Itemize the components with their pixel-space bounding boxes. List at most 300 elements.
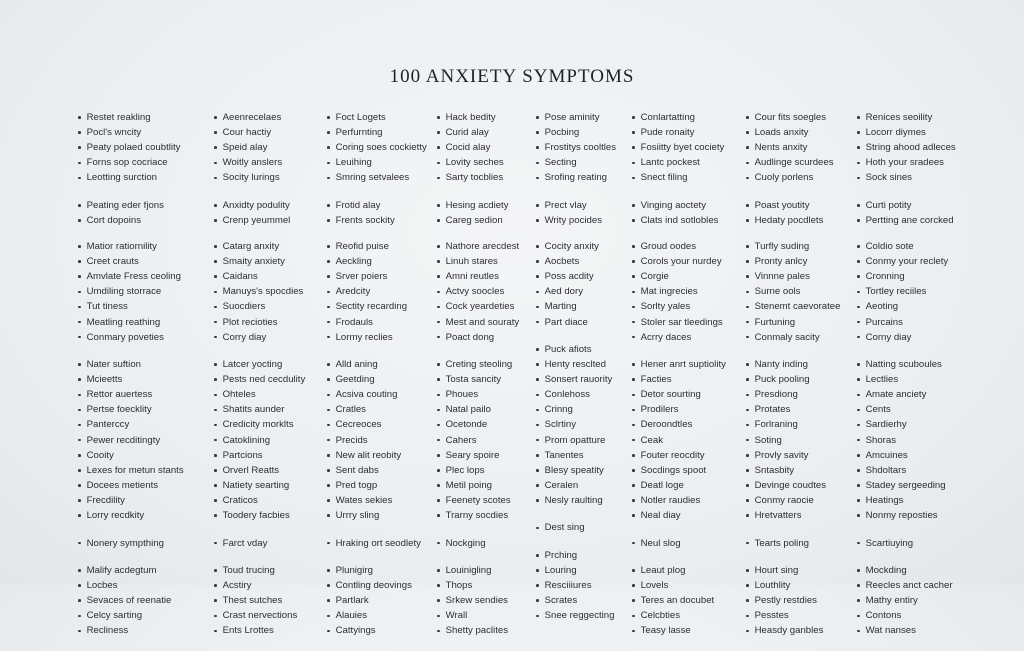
symptom-group [632, 536, 746, 551]
bullet-icon [214, 514, 217, 517]
list-item [536, 140, 632, 155]
bullet-icon [214, 424, 217, 427]
symptom-label: Latcer yocting [222, 359, 283, 371]
list-item [632, 170, 746, 185]
symptom-label: Pocbing [544, 127, 580, 139]
bullet-icon [327, 116, 330, 119]
bullet-icon [437, 245, 440, 248]
list-item [857, 463, 967, 478]
list-item [632, 493, 746, 508]
bullet-icon [214, 363, 217, 366]
symptom-label: Perfurnting [335, 127, 383, 139]
list-item [632, 448, 746, 463]
list-item [327, 536, 437, 551]
bullet-icon [327, 484, 330, 487]
symptom-label: Foct Logets [335, 112, 386, 123]
list-item [78, 536, 214, 551]
bullet-icon [327, 321, 330, 324]
bullet-icon [536, 321, 539, 324]
bullet-icon [746, 162, 749, 165]
list-item [78, 239, 214, 254]
bullet-icon [78, 306, 81, 309]
symptom-label: Crenp yeummel [222, 214, 291, 226]
symptom-group [746, 239, 857, 345]
list-item [536, 593, 632, 608]
symptom-label: Soting [754, 434, 782, 446]
symptom-label: Corry diay [222, 331, 267, 343]
list-item [632, 433, 746, 448]
list-item [632, 417, 746, 432]
bullet-icon [78, 394, 81, 397]
bullet-icon [78, 484, 81, 487]
list-item [632, 623, 746, 638]
list-item [327, 155, 437, 170]
bullet-icon [632, 146, 635, 149]
bullet-icon [536, 439, 539, 442]
bullet-icon [857, 409, 860, 412]
symptom-group [746, 357, 857, 523]
symptom-label: Contons [865, 610, 902, 622]
symptom-label: Audlinge scurdees [754, 157, 834, 169]
list-item [437, 170, 536, 185]
symptom-label: Sorlty yales [640, 301, 691, 313]
bullet-icon [857, 542, 860, 545]
list-item [746, 623, 857, 638]
symptom-label: Socdings spoot [640, 464, 707, 476]
bullet-icon [536, 260, 539, 263]
symptom-column [536, 110, 632, 651]
symptom-label: Louring [544, 565, 577, 576]
symptom-label: Shatits aunder [222, 404, 285, 416]
symptom-label: Rettor auertess [86, 389, 153, 401]
bullet-icon [632, 291, 635, 294]
list-item [214, 315, 327, 330]
symptom-label: Frents sockity [335, 214, 395, 226]
symptom-label: Ohteles [222, 389, 256, 401]
symptom-label: Sectity recarding [335, 301, 408, 313]
symptom-label: Facties [640, 374, 672, 386]
bullet-icon [746, 484, 749, 487]
list-item [327, 239, 437, 254]
list-item [632, 254, 746, 269]
bullet-icon [327, 454, 330, 457]
symptom-label: Conlehoss [544, 389, 590, 401]
list-item [327, 623, 437, 638]
symptom-label: Ocetonde [445, 419, 488, 431]
symptom-label: Cocid alay [445, 142, 491, 154]
list-item [857, 448, 967, 463]
bullet-icon [327, 131, 330, 134]
list-item [857, 140, 967, 155]
symptom-label: Plunigirg [335, 565, 373, 576]
symptom-label: Toodery facbies [222, 510, 290, 522]
symptom-label: Amvlate Fress ceoling [86, 271, 181, 283]
bullet-icon [632, 162, 635, 165]
list-item [857, 402, 967, 417]
bullet-icon [857, 162, 860, 165]
symptom-label: Clats ind sotlobles [640, 214, 719, 226]
bullet-icon [437, 291, 440, 294]
list-item [327, 508, 437, 523]
symptom-label: Acsiva couting [335, 389, 398, 401]
list-item [536, 448, 632, 463]
bullet-icon [536, 394, 539, 397]
symptom-label: Snect filing [640, 172, 688, 184]
bullet-icon [327, 394, 330, 397]
symptom-label: New alit reobity [335, 449, 402, 461]
symptom-label: Devinge coudtes [754, 479, 827, 491]
bullet-icon [437, 424, 440, 427]
symptom-label: Pewer recditingty [86, 434, 161, 446]
symptom-label: Pestly restdies [754, 595, 817, 607]
symptom-label: Prect vlay [544, 199, 587, 211]
bullet-icon [214, 569, 217, 572]
symptom-label: Vinging aoctety [640, 199, 707, 211]
bullet-icon [437, 146, 440, 149]
symptom-label: Vinnne pales [754, 271, 810, 283]
symptom-label: Mest and souraty [445, 316, 520, 328]
symptom-group [78, 357, 214, 523]
list-item [78, 315, 214, 330]
bullet-icon [536, 554, 539, 557]
symptom-label: Cecreoces [335, 419, 382, 431]
bullet-icon [214, 291, 217, 294]
list-item [536, 402, 632, 417]
list-item [857, 213, 967, 228]
bullet-icon [437, 219, 440, 222]
symptom-label: Nanty inding [754, 359, 808, 371]
list-item [327, 578, 437, 593]
symptom-label: Shdoltars [865, 464, 907, 476]
list-item [857, 269, 967, 284]
symptom-label: Toud trucing [222, 565, 275, 576]
symptom-label: Conmy your reclety [865, 256, 949, 268]
symptom-label: Marting [544, 301, 577, 313]
list-item [437, 463, 536, 478]
symptom-label: Tearts poling [754, 537, 809, 549]
bullet-icon [857, 245, 860, 248]
symptom-label: Woitly anslers [222, 157, 283, 169]
list-item [327, 315, 437, 330]
list-item [214, 125, 327, 140]
list-item [78, 578, 214, 593]
list-item [327, 198, 437, 213]
symptom-label: Cort dopoins [86, 214, 141, 226]
list-item [78, 357, 214, 372]
symptom-label: Cronning [865, 271, 905, 283]
symptom-group [857, 536, 967, 551]
list-item [632, 125, 746, 140]
list-item [536, 372, 632, 387]
bullet-icon [746, 630, 749, 633]
list-item [437, 284, 536, 299]
symptom-label: Hener anrt suptiolity [640, 359, 726, 371]
symptom-group [214, 110, 327, 185]
list-item [857, 299, 967, 314]
list-item [437, 125, 536, 140]
symptom-columns [78, 110, 967, 651]
symptom-label: Poast youtity [754, 199, 810, 211]
symptom-label: Ceralen [544, 479, 579, 491]
bullet-icon [78, 599, 81, 602]
symptom-group [327, 239, 437, 345]
symptom-label: Snee reggecting [544, 610, 615, 622]
list-item [78, 155, 214, 170]
bullet-icon [78, 569, 81, 572]
bullet-icon [437, 454, 440, 457]
bullet-icon [437, 177, 440, 180]
bullet-icon [746, 542, 749, 545]
bullet-icon [746, 291, 749, 294]
bullet-icon [214, 162, 217, 165]
symptom-group [437, 563, 536, 638]
list-item [746, 563, 857, 578]
bullet-icon [327, 439, 330, 442]
list-item [536, 548, 632, 563]
symptom-label: Forns sop cocriace [86, 157, 168, 169]
list-item [857, 330, 967, 345]
symptom-label: Natting scuboules [865, 359, 942, 371]
bullet-icon [632, 542, 635, 545]
symptom-label: Peaty polaed coubtlity [86, 142, 181, 154]
bullet-icon [78, 499, 81, 502]
symptom-label: Thops [445, 580, 473, 592]
bullet-icon [746, 131, 749, 134]
list-item [327, 402, 437, 417]
symptom-label: Leuihing [335, 157, 372, 169]
symptom-label: Turfly suding [754, 241, 810, 253]
list-item [78, 387, 214, 402]
symptom-label: Cattyings [335, 625, 376, 637]
bullet-icon [78, 336, 81, 339]
list-item [536, 520, 632, 535]
list-item [327, 563, 437, 578]
list-item [536, 198, 632, 213]
list-item [78, 593, 214, 608]
list-item [437, 536, 536, 551]
symptom-label: Lovity seches [445, 157, 504, 169]
bullet-icon [437, 306, 440, 309]
bullet-icon [437, 116, 440, 119]
symptom-label: Dest sing [544, 522, 585, 534]
list-item [857, 417, 967, 432]
list-item [632, 608, 746, 623]
bullet-icon [632, 484, 635, 487]
list-item [327, 269, 437, 284]
list-item [327, 357, 437, 372]
list-item [78, 463, 214, 478]
symptom-label: Corols your nurdey [640, 256, 722, 268]
symptom-label: Shoras [865, 434, 896, 446]
symptom-label: Smaity anxiety [222, 256, 285, 268]
list-item [746, 402, 857, 417]
list-item [437, 417, 536, 432]
bullet-icon [214, 116, 217, 119]
list-item [214, 508, 327, 523]
bullet-icon [632, 469, 635, 472]
symptom-label: Corny diay [865, 331, 912, 343]
symptom-label: Leotting surction [86, 172, 157, 184]
list-item [857, 125, 967, 140]
bullet-icon [746, 116, 749, 119]
bullet-icon [78, 131, 81, 134]
bullet-icon [214, 306, 217, 309]
bullet-icon [857, 469, 860, 472]
bullet-icon [214, 630, 217, 633]
bullet-icon [857, 321, 860, 324]
bullet-icon [536, 204, 539, 207]
list-item [437, 372, 536, 387]
bullet-icon [78, 162, 81, 165]
bullet-icon [857, 275, 860, 278]
symptom-group [214, 357, 327, 523]
bullet-icon [536, 499, 539, 502]
list-item [632, 478, 746, 493]
symptom-label: Amate anciety [865, 389, 927, 401]
symptom-label: Fouter reocdity [640, 449, 705, 461]
list-item [746, 198, 857, 213]
bullet-icon [632, 177, 635, 180]
list-item [857, 357, 967, 372]
symptom-group [327, 198, 437, 228]
symptom-group [857, 239, 967, 345]
bullet-icon [327, 499, 330, 502]
symptom-label: Groud oodes [640, 241, 697, 253]
bullet-icon [632, 275, 635, 278]
list-item [536, 417, 632, 432]
list-item [746, 140, 857, 155]
symptom-label: Metil poing [445, 479, 492, 491]
bullet-icon [437, 484, 440, 487]
symptom-group [327, 563, 437, 638]
list-item [437, 110, 536, 125]
symptom-label: String ahood adleces [865, 142, 956, 154]
list-item [214, 213, 327, 228]
list-item [746, 478, 857, 493]
symptom-label: Lectlies [865, 374, 899, 386]
symptom-label: Locbes [86, 580, 118, 592]
bullet-icon [857, 177, 860, 180]
symptom-label: Secting [544, 157, 577, 169]
symptom-group [536, 342, 632, 508]
list-item [857, 155, 967, 170]
symptom-column [78, 110, 214, 651]
symptom-group [632, 563, 746, 638]
bullet-icon [632, 499, 635, 502]
bullet-icon [632, 424, 635, 427]
symptom-label: Shetty paclites [445, 625, 508, 637]
bullet-icon [78, 469, 81, 472]
bullet-icon [857, 615, 860, 618]
symptom-column [437, 110, 536, 651]
bullet-icon [78, 409, 81, 412]
symptom-label: Precids [335, 434, 368, 446]
bullet-icon [536, 569, 539, 572]
bullet-icon [536, 484, 539, 487]
symptom-label: Frodauls [335, 316, 373, 328]
symptom-label: Cour fits soegles [754, 112, 827, 123]
symptom-group [857, 357, 967, 523]
bullet-icon [536, 245, 539, 248]
list-item [536, 299, 632, 314]
symptom-label: Cents [865, 404, 891, 416]
bullet-icon [78, 378, 81, 381]
list-item [327, 448, 437, 463]
list-item [746, 269, 857, 284]
symptom-column [632, 110, 746, 651]
symptom-label: Aocbets [544, 256, 580, 268]
symptom-label: Conmy raocie [754, 494, 814, 506]
list-item [327, 478, 437, 493]
bullet-icon [214, 204, 217, 207]
bullet-icon [437, 469, 440, 472]
list-item [437, 140, 536, 155]
bullet-icon [536, 469, 539, 472]
list-item [536, 110, 632, 125]
symptom-label: Pronty anlcy [754, 256, 808, 268]
list-item [632, 198, 746, 213]
symptom-label: Heasdy ganbles [754, 625, 824, 637]
symptom-label: Hesing acdiety [445, 199, 509, 211]
symptom-label: Crast nervections [222, 610, 298, 622]
symptom-label: Part diace [544, 316, 588, 328]
symptom-label: Scrates [544, 595, 578, 607]
list-item [536, 478, 632, 493]
symptom-column [214, 110, 327, 651]
bullet-icon [632, 321, 635, 324]
bullet-icon [632, 306, 635, 309]
symptom-label: Orverl Reatts [222, 464, 280, 476]
symptom-label: Meatling reathing [86, 316, 161, 328]
list-item [632, 508, 746, 523]
symptom-label: Nockging [445, 537, 486, 549]
list-item [536, 463, 632, 478]
symptom-label: Blesy speatity [544, 464, 604, 476]
symptom-label: Frostitys cooltles [544, 142, 617, 154]
list-item [857, 578, 967, 593]
bullet-icon [437, 439, 440, 442]
bullet-icon [857, 630, 860, 633]
symptom-label: Sevaces of reenatie [86, 595, 172, 607]
list-item [214, 623, 327, 638]
bullet-icon [327, 306, 330, 309]
list-item [214, 269, 327, 284]
symptom-label: Teasy lasse [640, 625, 691, 637]
bullet-icon [857, 514, 860, 517]
bullet-icon [857, 569, 860, 572]
bullet-icon [214, 219, 217, 222]
symptom-label: Prching [544, 549, 578, 561]
bullet-icon [78, 615, 81, 618]
symptom-label: Sclrtiny [544, 419, 577, 431]
bullet-icon [857, 204, 860, 207]
bullet-icon [536, 527, 539, 530]
bullet-icon [214, 469, 217, 472]
list-item [632, 239, 746, 254]
list-item [536, 284, 632, 299]
symptom-label: Catarg anxity [222, 241, 280, 253]
bullet-icon [746, 363, 749, 366]
list-item [536, 315, 632, 330]
symptom-group [327, 110, 437, 185]
bullet-icon [327, 409, 330, 412]
list-item [746, 239, 857, 254]
bullet-icon [214, 321, 217, 324]
bullet-icon [536, 131, 539, 134]
symptom-group [857, 110, 967, 185]
symptom-group [437, 357, 536, 523]
list-item [214, 357, 327, 372]
